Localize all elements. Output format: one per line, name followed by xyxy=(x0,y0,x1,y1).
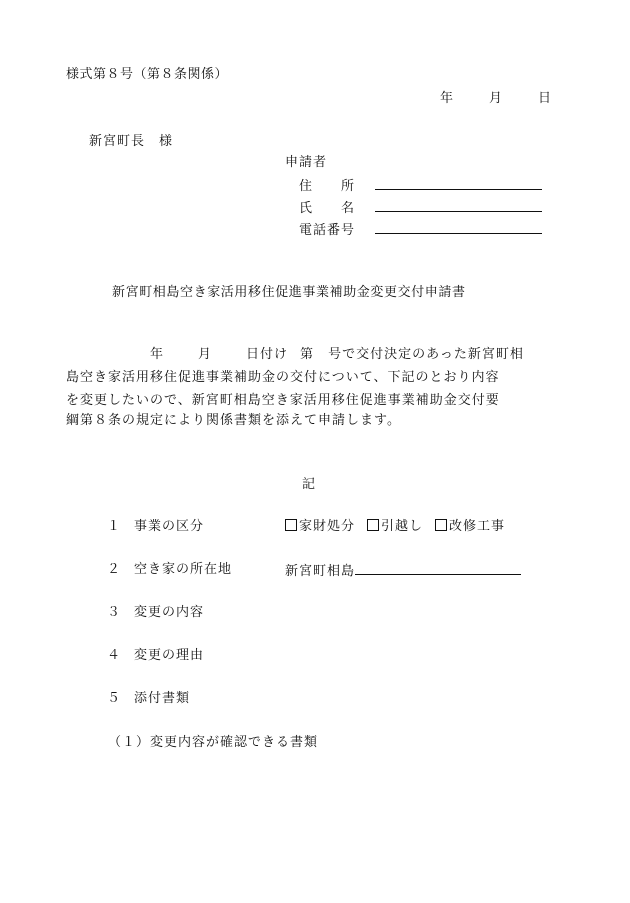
option-furniture-disposal: 家財処分 xyxy=(299,519,356,534)
item-number: １ xyxy=(107,519,122,534)
item-label: 添付書類 xyxy=(134,691,191,706)
body-line-3: を変更したいので、新宮町相島空き家活用移住促進事業補助金交付要 xyxy=(66,393,500,408)
applicant-phone-row xyxy=(299,221,542,239)
category-options xyxy=(285,519,505,535)
date-line xyxy=(440,91,551,107)
date-year-label: 年 xyxy=(440,91,454,106)
applicant-address-row xyxy=(299,177,542,195)
item-label: 変更の内容 xyxy=(134,605,205,620)
body-year: 年 xyxy=(150,347,165,362)
addressee: 新宮町長 様 xyxy=(89,134,174,149)
item-4 xyxy=(107,648,204,664)
checkbox-moving[interactable] xyxy=(367,519,379,531)
item-3 xyxy=(107,605,204,621)
address-field xyxy=(375,177,542,190)
document-title: 新宮町相島空き家活用移住促進事業補助金変更交付申請書 xyxy=(112,285,466,300)
item-5 xyxy=(107,691,190,707)
date-day-label: 日 xyxy=(538,91,552,106)
applicant-title: 申請者 xyxy=(285,155,328,170)
ki-heading: 記 xyxy=(302,477,316,492)
name-field xyxy=(375,199,542,212)
body-line-4: 綱第８条の規定により関係書類を添えて申請します。 xyxy=(66,413,401,428)
option-renovation: 改修工事 xyxy=(449,519,506,534)
phone-label: 電話番号 xyxy=(299,223,356,238)
item-label: 空き家の所在地 xyxy=(134,562,233,577)
body-month: 月 xyxy=(198,347,213,362)
body-line-1 xyxy=(150,347,524,363)
item-number: ４ xyxy=(107,648,122,663)
body-dated: 日付け xyxy=(246,347,289,362)
item-number: ２ xyxy=(107,562,122,577)
item-label: 事業の区分 xyxy=(134,519,205,534)
date-month-label: 月 xyxy=(489,91,503,106)
body-number: 第 xyxy=(300,347,315,362)
location-field xyxy=(355,562,521,575)
body-line-2: 島空き家活用移住促進事業補助金の交付について、下記のとおり内容 xyxy=(66,370,500,385)
checkbox-furniture-disposal[interactable] xyxy=(285,519,297,531)
body-line-1-rest: 号で交付決定のあった新宮町相 xyxy=(328,347,524,362)
address-label: 住 所 xyxy=(299,179,356,194)
item-label: 変更の理由 xyxy=(134,648,205,663)
applicant-name-row xyxy=(299,199,542,217)
location-field-row xyxy=(285,562,521,580)
checkbox-renovation[interactable] xyxy=(435,519,447,531)
form-number: 様式第８号（第８条関係） xyxy=(66,67,229,82)
location-prefix: 新宮町相島 xyxy=(285,564,356,579)
phone-field xyxy=(375,221,542,234)
item-number: ５ xyxy=(107,691,122,706)
name-label: 氏 名 xyxy=(299,201,356,216)
item-1 xyxy=(107,519,204,535)
option-moving: 引越し xyxy=(381,519,424,534)
item-2 xyxy=(107,562,232,578)
item-number: ３ xyxy=(107,605,122,620)
attachment-1: （１）変更内容が確認できる書類 xyxy=(108,735,319,750)
